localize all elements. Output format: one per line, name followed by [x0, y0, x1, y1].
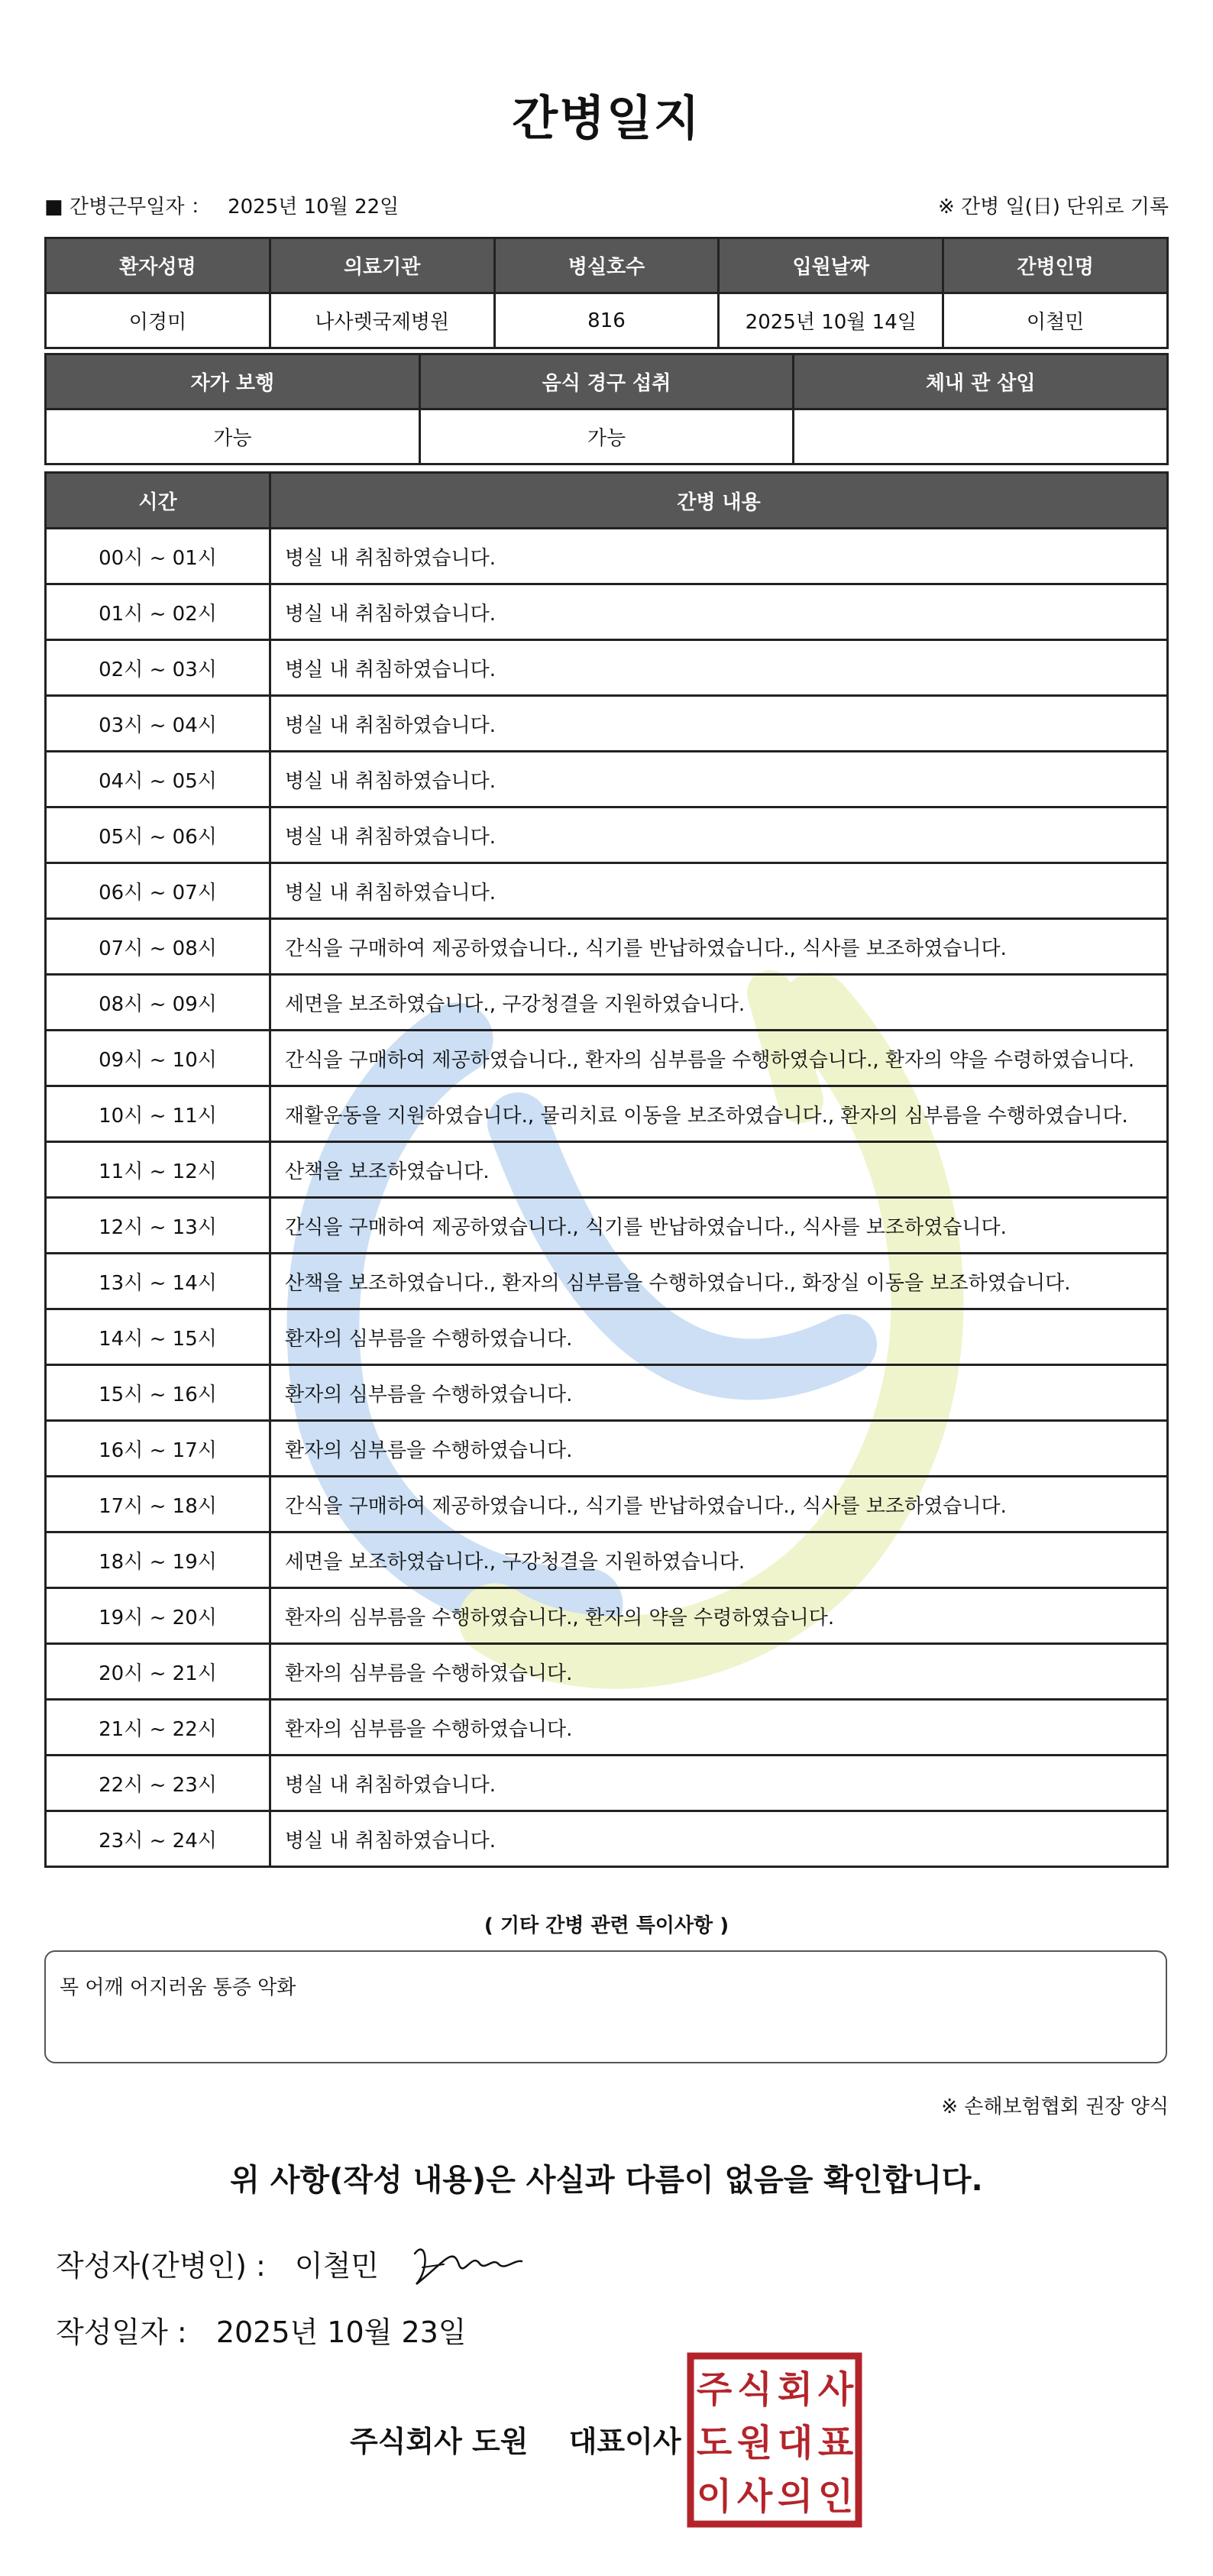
header-time: 시간: [46, 473, 270, 529]
time-slot: 07시 ~ 08시: [46, 919, 270, 975]
table-row: [46, 1811, 1168, 1867]
work-date-label: ■ 간병근무일자 ：: [44, 196, 211, 218]
care-content: 병실 내 취침하였습니다.: [270, 640, 1168, 696]
oral-intake-status: 가능: [419, 409, 794, 464]
seal-character: 사: [736, 2475, 773, 2518]
care-content: 환자의 심부름을 수행하였습니다.: [270, 1365, 1168, 1421]
seal-character: 원: [736, 2422, 773, 2464]
write-date-line: [56, 2309, 467, 2351]
table-row: [46, 640, 1168, 696]
table-row: [46, 529, 1168, 584]
room-number: 816: [494, 293, 719, 348]
table-row: [46, 863, 1168, 919]
care-content: 병실 내 취침하였습니다.: [270, 807, 1168, 863]
care-content: 세면을 보조하였습니다., 구강청결을 지원하였습니다.: [270, 1532, 1168, 1588]
time-slot: 16시 ~ 17시: [46, 1421, 270, 1477]
care-content: 병실 내 취침하였습니다.: [270, 1756, 1168, 1811]
remarks-box: [44, 1950, 1167, 2063]
table-row: [46, 1700, 1168, 1756]
time-slot: 12시 ~ 13시: [46, 1198, 270, 1254]
table-row: [46, 1142, 1168, 1198]
table-row: [46, 696, 1168, 752]
care-content: 간식을 구매하여 제공하였습니다., 식기를 반납하였습니다., 식사를 보조하였습니다.: [270, 1477, 1168, 1532]
work-date: [44, 191, 399, 219]
table-row: [46, 1086, 1168, 1142]
tube-status: [794, 409, 1168, 464]
header-oral-intake: 음식 경구 섭취: [419, 354, 794, 409]
seal-character: 표: [817, 2422, 854, 2464]
seal-character: 이: [696, 2475, 733, 2518]
care-content: 환자의 심부름을 수행하였습니다., 환자의 약을 수령하였습니다.: [270, 1588, 1168, 1644]
header-hospital: 의료기관: [270, 238, 494, 293]
seal-character: 식: [736, 2368, 773, 2411]
walking-status: 가능: [46, 409, 420, 464]
admission-date: 2025년 10월 14일: [719, 293, 943, 348]
table-row: [46, 1756, 1168, 1811]
header-walking: 자가 보행: [46, 354, 420, 409]
page-title: 간병일지: [512, 90, 701, 146]
time-slot: 13시 ~ 14시: [46, 1254, 270, 1309]
patient-info-table: [44, 237, 1169, 349]
table-row: [46, 584, 1168, 640]
time-slot: 10시 ~ 11시: [46, 1086, 270, 1142]
time-slot: 18시 ~ 19시: [46, 1532, 270, 1588]
remarks-title: ( 기타 간병 관련 특이사항 ): [484, 1914, 729, 1937]
seal-character: 대: [777, 2422, 814, 2464]
time-slot: 08시 ~ 09시: [46, 975, 270, 1031]
care-content: 병실 내 취침하였습니다.: [270, 529, 1168, 584]
company-role: 대표이사: [568, 2425, 681, 2458]
time-slot: 01시 ~ 02시: [46, 584, 270, 640]
care-content: 간식을 구매하여 제공하였습니다., 환자의 심부름을 수행하였습니다., 환자의 약을 수령하였습니다.: [270, 1031, 1168, 1086]
table-row: [46, 919, 1168, 975]
company-seal-stamp: [686, 2351, 863, 2529]
time-slot: 05시 ~ 06시: [46, 807, 270, 863]
care-content: 병실 내 취침하였습니다.: [270, 1811, 1168, 1867]
record-unit-note: ※ 간병 일(日) 단위로 기록: [937, 196, 1169, 218]
remarks-text: 목 어깨 어지러움 통증 악화: [60, 1976, 296, 1999]
seal-character: 도: [696, 2422, 733, 2464]
work-date-value: 2025년 10월 22일: [228, 196, 399, 218]
write-date-label: 작성일자 :: [56, 2315, 187, 2349]
time-slot: 09시 ~ 10시: [46, 1031, 270, 1086]
time-slot: 02시 ~ 03시: [46, 640, 270, 696]
care-content: 환자의 심부름을 수행하였습니다.: [270, 1700, 1168, 1756]
table-row: [46, 1477, 1168, 1532]
care-content: 산책을 보조하였습니다.: [270, 1142, 1168, 1198]
header-admission-date: 입원날짜: [719, 238, 943, 293]
care-content: 환자의 심부름을 수행하였습니다.: [270, 1421, 1168, 1477]
time-slot: 19시 ~ 20시: [46, 1588, 270, 1644]
care-content: 병실 내 취침하였습니다.: [270, 752, 1168, 807]
author-line: [56, 2242, 379, 2284]
hourly-log-table: [44, 471, 1169, 1868]
care-content: 간식을 구매하여 제공하였습니다., 식기를 반납하였습니다., 식사를 보조하였습니다.: [270, 1198, 1168, 1254]
recommend-note: ※ 손해보험협회 권장 양식: [941, 2095, 1169, 2118]
time-slot: 11시 ~ 12시: [46, 1142, 270, 1198]
time-slot: 23시 ~ 24시: [46, 1811, 270, 1867]
author-name: 이철민: [294, 2249, 379, 2283]
seal-character: 회: [777, 2368, 814, 2411]
care-content: 환자의 심부름을 수행하였습니다.: [270, 1309, 1168, 1365]
table-row: [46, 1365, 1168, 1421]
care-content: 환자의 심부름을 수행하였습니다.: [270, 1644, 1168, 1700]
seal-character: 주: [696, 2368, 733, 2411]
confirm-statement: 위 사항(작성 내용)은 사실과 다름이 없음을 확인합니다.: [230, 2163, 983, 2198]
table-row: [46, 1198, 1168, 1254]
table-row: [46, 1588, 1168, 1644]
caregiver-name: 이철민: [943, 293, 1168, 348]
header-tube: 체내 관 삽입: [794, 354, 1168, 409]
table-row: [46, 807, 1168, 863]
header-care-content: 간병 내용: [270, 473, 1168, 529]
time-slot: 15시 ~ 16시: [46, 1365, 270, 1421]
care-content: 병실 내 취침하였습니다.: [270, 584, 1168, 640]
time-slot: 14시 ~ 15시: [46, 1309, 270, 1365]
hospital-name: 나사렛국제병원: [270, 293, 494, 348]
time-slot: 06시 ~ 07시: [46, 863, 270, 919]
seal-character: 인: [817, 2475, 854, 2518]
seal-character: 사: [817, 2368, 854, 2411]
time-slot: 00시 ~ 01시: [46, 529, 270, 584]
table-row: [46, 1254, 1168, 1309]
table-row: [46, 975, 1168, 1031]
header-patient-name: 환자성명: [46, 238, 270, 293]
care-content: 병실 내 취침하였습니다.: [270, 863, 1168, 919]
table-row: [46, 1309, 1168, 1365]
header-caregiver: 간병인명: [943, 238, 1168, 293]
care-content: 병실 내 취침하였습니다.: [270, 696, 1168, 752]
time-slot: 03시 ~ 04시: [46, 696, 270, 752]
table-row: [46, 752, 1168, 807]
table-row: [46, 1421, 1168, 1477]
time-slot: 04시 ~ 05시: [46, 752, 270, 807]
header-room: 병실호수: [494, 238, 719, 293]
patient-name: 이경미: [46, 293, 270, 348]
author-label: 작성자(간병인) :: [56, 2249, 266, 2283]
company-name: 주식회사 도원: [350, 2425, 529, 2458]
care-content: 세면을 보조하였습니다., 구강청결을 지원하였습니다.: [270, 975, 1168, 1031]
time-slot: 17시 ~ 18시: [46, 1477, 270, 1532]
table-row: [46, 1644, 1168, 1700]
care-content: 간식을 구매하여 제공하였습니다., 식기를 반납하였습니다., 식사를 보조하였습니다.: [270, 919, 1168, 975]
care-content: 산책을 보조하였습니다., 환자의 심부름을 수행하였습니다., 화장실 이동을 보조하였습니다.: [270, 1254, 1168, 1309]
time-slot: 20시 ~ 21시: [46, 1644, 270, 1700]
table-row: [46, 1532, 1168, 1588]
table-row: [46, 1031, 1168, 1086]
care-content: 재활운동을 지원하였습니다., 물리치료 이동을 보조하였습니다., 환자의 심부름을 수행하였습니다.: [270, 1086, 1168, 1142]
signature: [399, 2231, 529, 2296]
seal-character: 의: [777, 2475, 814, 2518]
time-slot: 21시 ~ 22시: [46, 1700, 270, 1756]
company-line: [350, 2418, 681, 2460]
patient-status-table: [44, 353, 1169, 465]
log-body: [46, 529, 1168, 1867]
write-date-value: 2025년 10월 23일: [215, 2315, 467, 2349]
meta-row: [44, 191, 1169, 222]
time-slot: 22시 ~ 23시: [46, 1756, 270, 1811]
